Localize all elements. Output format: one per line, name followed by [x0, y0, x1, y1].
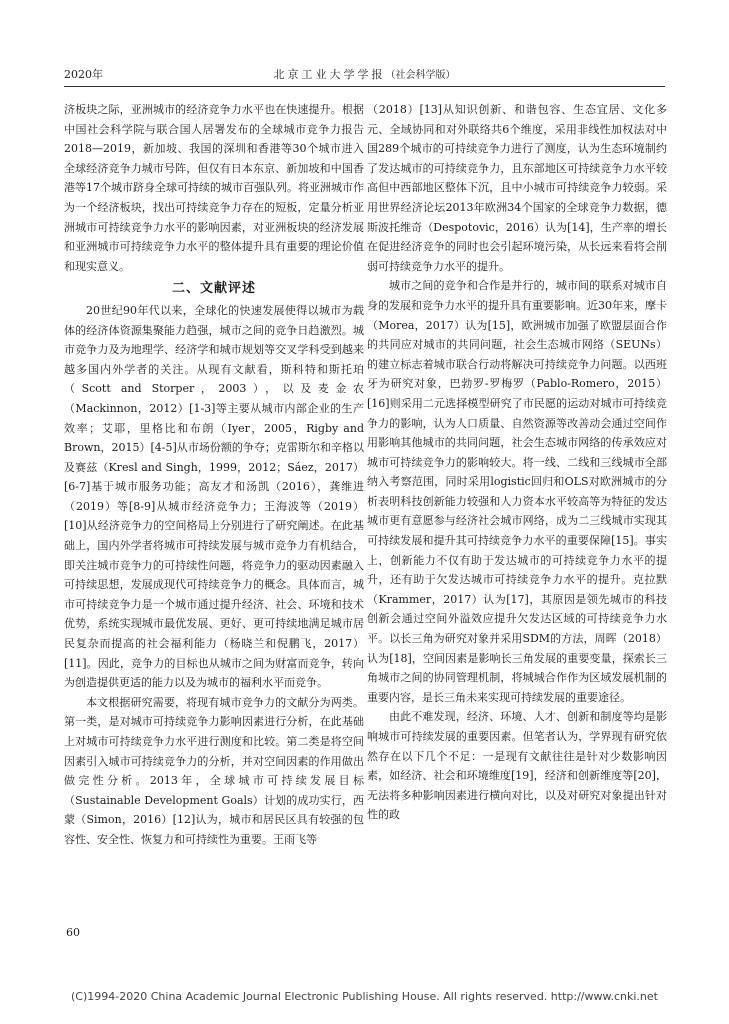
paragraph: 城市之间的竞争和合作是并行的，城市间的联系对城市自身的发展和竞争力水平的提升具有重要影响。近30年来，摩卡（Morea，2017）认为[15]，欧洲城市加强了欧盟层面合作的共同应对城市的共同问题，社会生态城市网络（SEUNs）的建立标志着城市联合行动将解决可持续竞争力问题。以西班牙为研究对象，巴勃罗-罗梅罗（Pablo-Romero，2015）[16]则采用二元选择模型研究了市民愿的运动对城市可持续竞争力的影响，认为人口质量、自然资源等改善动会通过空间作用影响其他城市的共同问题，社会生态城市网络的传承效应对城市可持续竞争力的影响较大。将一线、二线和三线城市全部纳入考察范围，同时采用logistic回归和OLS对欧洲城市的分析表明科技创新能力较强和人力资本水平较高等为特征的发达城市更有意愿参与经济社会城市网络，成为二三线城市实现其可持续发展和提升其可持续竞争力水平的重要保障[15]。事实上，创新能力不仅有助于发达城市的可持续竞争力水平的提升，还有助于欠发达城市可持续竞争力水平的提升。克拉默（Krammer，2017）认为[17]，其原因是领先城市的科技创新会通过空间外溢效应提升欠发达区域的可持续竞争力水平。以长三角为研究对象并采用SDM的方法，周晖（2018）认为[18]，空间因素是影响长三角发展的重要变量，探索长三角城市之间的协同管理机制，将城城合作作为区域发展机制的重要内容，是长三角未来实现可持续发展的重要途径。: [367, 279, 667, 704]
page-number: 60: [66, 926, 80, 939]
header-year: 2020年: [64, 68, 103, 81]
running-header: [64, 66, 665, 87]
left-column: [64, 100, 364, 850]
paragraph: 由此不难发现，经济、环境、人才、创新和制度等均是影响城市可持续发展的重要因素。但笔者认为，学界现有研究依然存在以下几个不足：一是现有文献往往是针对少数影响因素，如经济、社会和环境维度[19]，经济和创新维度等[20]，无法将多种影响因素进行横向对比，以及对研究对象提出针对性的政: [367, 710, 667, 822]
paragraph: 20世纪90年代以来，全球化的快速发展使得以城市为载体的经济体资源集聚能力趋强，城市之间的竞争日趋激烈。城市竞争力及为地理学、经济学和城市规划等交叉学科受到越来越多国内外学者的关注。从现有文献看，斯科特和斯托珀（Scott and Storper，2003），以及麦金农（Mackinnon，2012）[1-3]等主要从城市内部企业的生产效率；艾耶，里格比和布朗（Iyer，2005，Rigby and Brown，2015）[4-5]从市场份额的争夺；克雷斯尔和辛格以及赛兹（Kresl and Singh，1999，2012；Sáez，2017）[6-7]基于城市服务功能；高友才和汤凯（2016），龚维进（2019）等[8-9]从城市经济竞争力；王海波等（2019）[10]从经济竞争力的空间格局上分别进行了研究阐述。在此基础上，国内外学者将城市可持续发展与城市竞争力有机结合，即关注城市竞争力的可持续性问题，将竞争力的驱动因素融入可持续思想，发展成现代可持续竞争力的概念。具体而言，城市可持续竞争力是一个城市通过提升经济、社会、环境和技术优势，系统实现城市最优发展、更好、更可持续地满足城市居民复杂而提高的社会福利能力（杨晓兰和倪鹏飞，2017）[11]。因此，竞争力的目标也从城市之间为财富而竞争，转向为创造提供更适的能力以及为城市的福利水平而竞争。: [64, 303, 364, 690]
journal-series: （社会科学版）: [385, 70, 456, 81]
paragraph: 济板块之际，亚洲城市的经济竞争力水平也在快速提升。根据中国社会科学院与联合国人居署发布的全球城市竞争力报告2018—2019，新加坡、我国的深圳和香港等30个城市进入全球经济竞争力城市号阵，但仅有日本东京、新加坡和中国香港等17个城市跻身全球可持续的城市百强队列。将亚洲城市作为一个经济板块，找出可持续竞争力存在的短板，定量分析亚洲城市可持续竞争力水平的影响因素，对亚洲板块的经济发展和亚洲城市可持续竞争力水平的整体提升具有重要的理论价值和现实意义。: [64, 103, 364, 273]
paragraph: 本文根据研究需要，将现有城市竞争力的文献分为两类。第一类，是对城市可持续竞争力影响因素进行分析，在此基础上对城市可持续竞争力水平进行测度和比较。第二类是将空间因素引入城市可持续竞争力的分析，并对空间因素的作用做出做完性分析。2013年，全球城市可持续发展目标（Sustainable Development Goals）计划的成功实行，西蒙（Simon，2016）[12]认为，城市和居民区具有较强的包容性、安全性、恢复力和可持续性为重要。王雨飞等: [64, 695, 364, 846]
journal-title: 北京工业大学学报: [273, 68, 386, 81]
right-column: [367, 100, 667, 825]
paragraph: （2018）[13]从知识创新、和谐包容、生态宜居、文化多元、全域协同和对外联络共6个维度，采用非线性加权法对中国289个城市的可持续竞争力进行了测度，认为生态环境制约了发达城市的可持续竞争力，且东部地区可持续竞争力水平较高但中西部地区整体下沉，且中小城市可持续竞争力较弱。采用世界经济论坛2013年欧洲34个国家的全球竞争力数据，德斯波托维奇（Despotovic，2016）认为[14]，生产率的增长在促进经济竞争的同时也会引起环境污染，从长远来看将会削弱可持续竞争力水平的提升。: [367, 103, 667, 273]
copyright-footer: (C)1994-2020 China Academic Journal Electronic Publishing House. All rights reserved. http://www.cnki.net: [71, 990, 658, 1003]
header-journal: [64, 66, 665, 82]
section-heading: 二、文献评述: [171, 281, 256, 297]
